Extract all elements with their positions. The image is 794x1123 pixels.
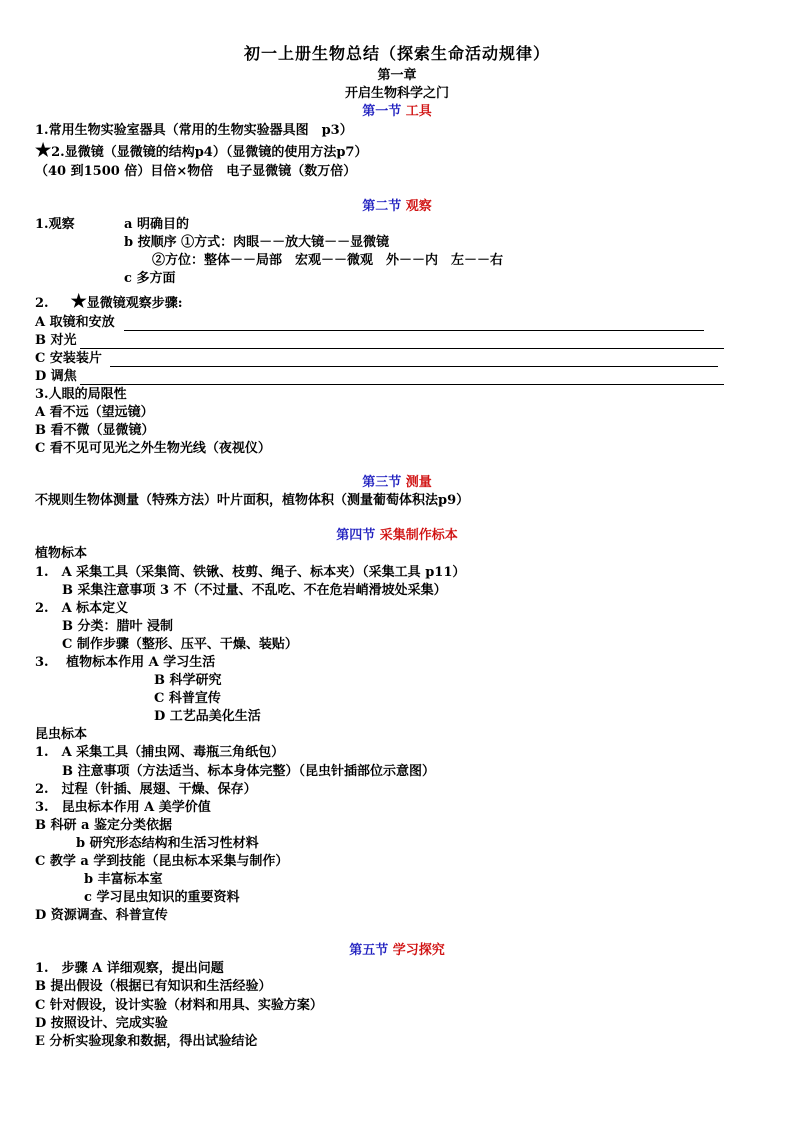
observe-label: 1.观察 bbox=[35, 217, 75, 232]
section-3-name: 测量 bbox=[405, 475, 432, 490]
limit-a: A 看不远（望远镜） bbox=[35, 405, 154, 420]
section-1-name: 工具 bbox=[405, 104, 432, 119]
plant-3a: 3. 植物标本作用 A 学习生活 bbox=[35, 655, 216, 670]
inquiry-1: 1. 步骤 A 详细观察，提出问题 bbox=[35, 961, 224, 976]
inquiry-e: E 分析实验现象和数据，得出试验结论 bbox=[35, 1034, 258, 1049]
blank-line bbox=[110, 366, 718, 367]
insect-1b: B 注意事项（方法适当、标本身体完整）（昆虫针插部位示意图） bbox=[62, 764, 436, 779]
insect-1a: 1. A 采集工具（捕虫网、毒瓶三角纸包） bbox=[35, 745, 285, 760]
plant-1b: B 采集注意事项 3 不（不过量、不乱吃、不在危岩峭滑坡处采集） bbox=[62, 583, 447, 598]
plant-2c: C 制作步骤（整形、压平、干燥、装贴） bbox=[62, 637, 298, 652]
observe-b2: ②方位：整体－－局部 宏观－－微观 外－－内 左－－右 bbox=[152, 253, 504, 268]
chapter-title: 开启生物科学之门 bbox=[344, 86, 449, 101]
plant-3c: C 科普宣传 bbox=[154, 691, 221, 706]
section-3-number: 第三节 bbox=[362, 475, 402, 490]
s1-line-3: （40 到1500 倍）目倍×物倍 电子显微镜（数万倍） bbox=[35, 164, 357, 179]
inquiry-d: D 按照设计、完成实验 bbox=[35, 1016, 168, 1031]
step-b: B 对光 bbox=[35, 333, 77, 348]
steps-title: 显微镜观察步骤: bbox=[86, 296, 183, 311]
plant-specimen-title: 植物标本 bbox=[35, 546, 88, 561]
blank-line bbox=[124, 330, 704, 331]
s1-line-2 bbox=[35, 142, 367, 161]
insect-b: B 科研 a 鉴定分类依据 bbox=[35, 818, 172, 833]
plant-1a: 1. A 采集工具（采集筒、铁锹、枝剪、绳子、标本夹）（采集工具 p11） bbox=[35, 565, 466, 580]
steps-number: 2. bbox=[35, 296, 49, 311]
limit-c: C 看不见可见光之外生物光线（夜视仪） bbox=[35, 441, 271, 456]
step-a: A 取镜和安放 bbox=[35, 315, 115, 330]
plant-2a: 2. A 标本定义 bbox=[35, 601, 129, 616]
s1-line-1: 1.常用生物实验室器具（常用的生物实验器具图 p3） bbox=[35, 123, 353, 138]
steps-heading bbox=[35, 293, 183, 312]
section-4-number: 第四节 bbox=[336, 528, 376, 543]
star-icon: ★ bbox=[70, 291, 87, 312]
section-4-heading bbox=[0, 527, 794, 544]
section-1-heading bbox=[0, 103, 794, 120]
plant-2b: B 分类：腊叶 浸制 bbox=[62, 619, 174, 634]
section-3-heading bbox=[0, 474, 794, 491]
insect-b-b: b 研究形态结构和生活习性材料 bbox=[76, 836, 259, 851]
blank-line bbox=[80, 384, 724, 385]
section-2-number: 第二节 bbox=[362, 199, 402, 214]
insect-c-b: b 丰富标本室 bbox=[84, 872, 163, 887]
insect-3: 3. 昆虫标本作用 A 美学价值 bbox=[35, 800, 211, 815]
step-d: D 调焦 bbox=[35, 369, 77, 384]
observe-c: c 多方面 bbox=[124, 271, 176, 286]
limit-title: 3.人眼的局限性 bbox=[35, 387, 127, 402]
section-4-name: 采集制作标本 bbox=[379, 528, 458, 543]
step-c: C 安装装片 bbox=[35, 351, 102, 366]
page-title: 初一上册生物总结（探索生命活动规律） bbox=[243, 44, 550, 63]
section-5-name: 学习探究 bbox=[392, 943, 445, 958]
plant-3d: D 工艺品美化生活 bbox=[154, 709, 261, 724]
blank-line bbox=[80, 348, 724, 349]
inquiry-c: C 针对假设，设计实验（材料和用具、实验方案） bbox=[35, 998, 323, 1013]
section-2-heading bbox=[0, 198, 794, 215]
section-5-heading bbox=[0, 942, 794, 959]
insect-specimen-title: 昆虫标本 bbox=[35, 727, 88, 742]
observe-b: b 按顺序 ①方式：肉眼－－放大镜－－显微镜 bbox=[124, 235, 390, 250]
star-icon: ★ bbox=[35, 140, 52, 161]
insect-d: D 资源调查、科普宣传 bbox=[35, 908, 168, 923]
chapter-label: 第一章 bbox=[377, 68, 417, 83]
insect-c-c: c 学习昆虫知识的重要资料 bbox=[84, 890, 240, 905]
insect-c: C 教学 a 学到技能（昆虫标本采集与制作） bbox=[35, 854, 289, 869]
section-2-name: 观察 bbox=[405, 199, 432, 214]
s3-line-1: 不规则生物体测量（特殊方法）叶片面积，植物体积（测量葡萄体积法p9） bbox=[35, 493, 470, 508]
plant-3b: B 科学研究 bbox=[154, 673, 222, 688]
section-1-number: 第一节 bbox=[362, 104, 402, 119]
insect-2: 2. 过程（针插、展翅、干燥、保存） bbox=[35, 782, 257, 797]
observe-a: a 明确目的 bbox=[124, 217, 189, 232]
s1-line-2-text: 2.显微镜（显微镜的结构p4）（显微镜的使用方法p7） bbox=[51, 145, 368, 160]
section-5-number: 第五节 bbox=[349, 943, 389, 958]
limit-b: B 看不微（显微镜） bbox=[35, 423, 155, 438]
inquiry-b: B 提出假设（根据已有知识和生活经验） bbox=[35, 979, 272, 994]
